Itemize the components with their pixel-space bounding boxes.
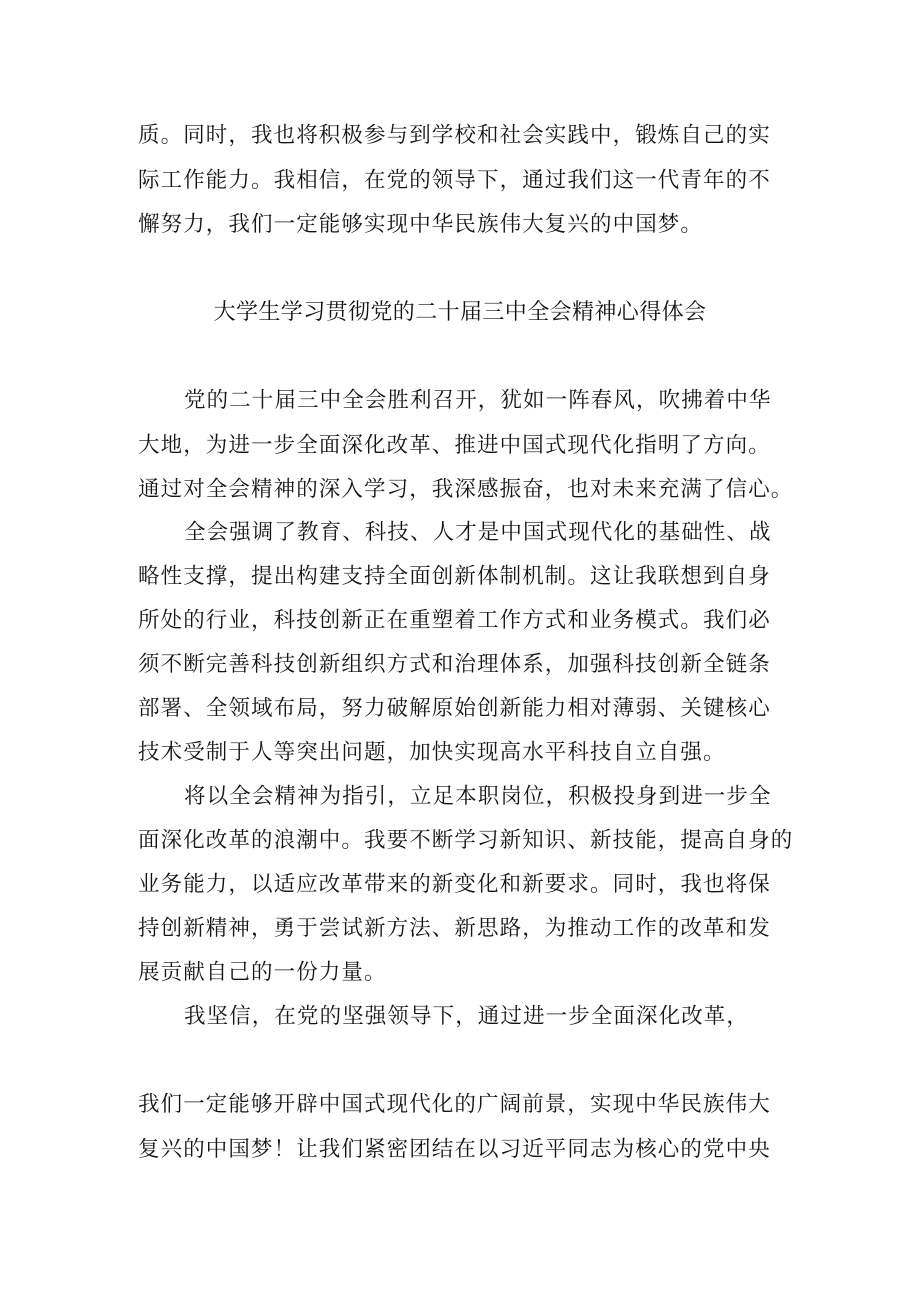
paragraph-1-line-3: 通过对全会精神的深入学习，我深感振奋，也对未来充满了信心。	[138, 477, 794, 502]
paragraph-5-line-2: 复兴的中国梦！让我们紧密团结在以习近平同志为核心的党中央	[138, 1137, 771, 1162]
paragraph-3-line-5: 展贡献自己的一份力量。	[138, 960, 387, 985]
paragraph-3-line-4: 持创新精神，勇于尝试新方法、新思路，为推动工作的改革和发	[138, 916, 771, 941]
paragraph-2-line-6: 技术受制于人等突出问题，加快实现高水平科技自立自强。	[138, 740, 726, 765]
paragraph-4-line-1: 我坚信，在党的坚强领导下，通过进一步全面深化改革，	[184, 1004, 750, 1029]
continuation-line-1: 质。同时，我也将积极参与到学校和社会实践中，锻炼自己的实	[138, 123, 771, 148]
paragraph-2-line-2: 略性支撑，提出构建支持全面创新体制机制。这让我联想到自身	[138, 564, 771, 589]
paragraph-1-line-1: 党的二十届三中全会胜利召开，犹如一阵春风，吹拂着中华	[184, 388, 772, 413]
continuation-line-2: 际工作能力。我相信，在党的领导下，通过我们这一代青年的不	[138, 168, 771, 193]
paragraph-1-line-2: 大地，为进一步全面深化改革、推进中国式现代化指明了方向。	[138, 433, 771, 458]
paragraph-2-line-4: 须不断完善科技创新组织方式和治理体系，加强科技创新全链条	[138, 652, 771, 677]
document-title: 大学生学习贯彻党的二十届三中全会精神心得体会	[213, 300, 707, 325]
paragraph-3-line-3: 业务能力，以适应改革带来的新变化和新要求。同时，我也将保	[138, 872, 771, 897]
continuation-line-3: 懈努力，我们一定能够实现中华民族伟大复兴的中国梦。	[138, 212, 704, 237]
paragraph-3-line-2: 面深化改革的浪潮中。我要不断学习新知识、新技能，提高自身的	[138, 828, 794, 853]
paragraph-2-line-3: 所处的行业，科技创新正在重塑着工作方式和业务模式。我们必	[138, 608, 771, 633]
paragraph-2-line-5: 部署、全领域布局，努力破解原始创新能力相对薄弱、关键核心	[138, 696, 771, 721]
paragraph-3-line-1: 将以全会精神为指引，立足本职岗位，积极投身到进一步全	[184, 784, 772, 809]
paragraph-5-line-1: 我们一定能够开辟中国式现代化的广阔前景，实现中华民族伟大	[138, 1092, 771, 1117]
paragraph-2-line-1: 全会强调了教育、科技、人才是中国式现代化的基础性、战	[184, 520, 772, 545]
